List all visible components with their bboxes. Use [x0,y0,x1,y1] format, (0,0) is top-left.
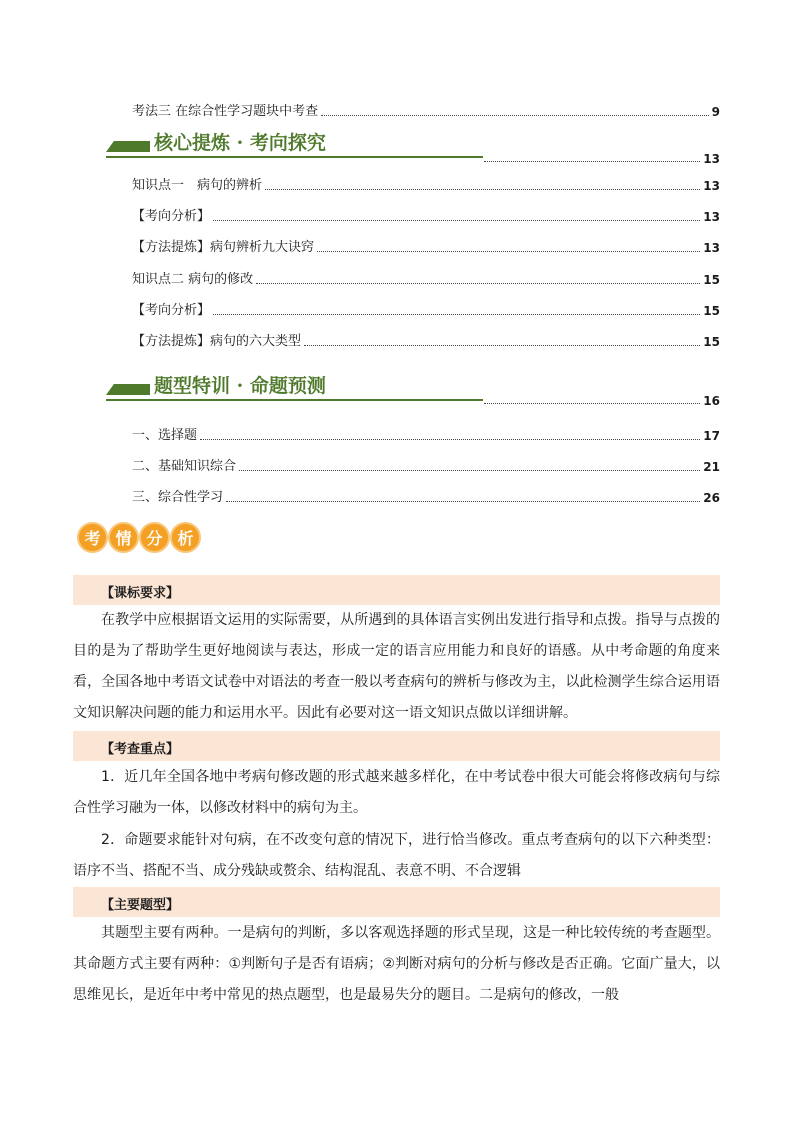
toc-page: 13 [703,241,720,255]
toc-title: 考法三 在综合性学习题块中考查 [132,104,319,119]
section-heading-training [106,373,483,401]
heading-underline [106,399,483,401]
toc-page: 17 [703,429,720,443]
toc-leader [321,115,709,116]
heading-bar-icon [106,141,150,152]
section-title: 题型特训 · 命题预测 [154,375,326,397]
section-header-label: 【主要题型】 [101,898,180,913]
toc-leader [317,251,700,252]
toc-leader [239,470,700,471]
heading-bar-icon [106,384,150,395]
toc-page: 16 [703,394,720,408]
toc-page: 13 [703,210,720,224]
toc-title: 三、综合性学习 [132,490,224,505]
section-title: 核心提炼 · 考向探究 [154,132,326,154]
toc-leader [200,439,700,440]
section-header-kaocha [73,731,720,761]
toc-row[interactable] [132,426,720,444]
toc-row[interactable] [132,332,720,350]
section-header-kebiao [73,575,720,605]
analysis-badge [77,522,201,553]
section-heading-core [106,130,483,158]
section-header-label: 【课标要求】 [101,586,180,601]
badge-char: 考 [77,522,108,553]
toc-title: 二、基础知识综合 [132,459,237,474]
toc-leader [213,314,700,315]
toc-row[interactable] [132,102,720,120]
paragraph-zhuyao: 其题型主要有两种。一是病句的判断，多以客观选择题的形式呈现，这是一种比较传统的考查题型。其命题方式主要有两种：①判断句子是否有语病；②判断对病句的分析与修改是否正确。它面广量大，以思维见长，是近年中考中常见的热点题型，也是最易失分的题目。二是病句的修改，一般 [73,925,720,1003]
toc-row[interactable] [484,392,720,408]
paragraph-kebiao: 在教学中应根据语文运用的实际需要，从所遇到的具体语言实例出发进行指导和点拨。指导与点拨的目的是为了帮助学生更好地阅读与表达，形成一定的语言应用能力和良好的语感。从中考命题的角度来看，全国各地中考语文试卷中对语法的考查一般以考查病句的辨析与修改为主，以此检测学生综合运用语文知识解决问题的能力和运用水平。因此有必要对这一语文知识点做以详细讲解。 [73,612,720,721]
toc-row[interactable] [132,457,720,475]
toc-row[interactable] [132,238,720,256]
toc-title: 一、选择题 [132,428,198,443]
toc-title: 【方法提炼】病句辨析九大诀窍 [132,240,315,255]
toc-leader [213,220,700,221]
toc-leader [265,189,700,190]
toc-leader [484,403,700,404]
toc-page: 26 [703,491,720,505]
paragraph-kaocha-1: 1．近几年全国各地中考病句修改题的形式越来越多样化，在中考试卷中很大可能会将修改病句与综合性学习融为一体，以修改材料中的病句为主。 [73,769,720,816]
toc-page: 15 [703,335,720,349]
toc-page: 21 [703,460,720,474]
badge-char: 分 [139,522,170,553]
toc-title: 【考向分析】 [132,209,211,224]
toc-leader [226,501,700,502]
section-header-label: 【考查重点】 [101,742,180,757]
toc-leader [304,345,700,346]
toc-leader [256,283,700,284]
toc-row[interactable] [132,270,720,288]
toc-title: 知识点一 病句的辨析 [132,178,263,193]
toc-page: 13 [703,152,720,166]
toc-page: 9 [711,105,720,119]
paragraph-kaocha-2: 2．命题要求能针对句病，在不改变句意的情况下，进行恰当修改。重点考查病句的以下六种类型：语序不当、搭配不当、成分残缺或赘余、结构混乱、表意不明、不合逻辑 [73,832,720,879]
toc-page: 15 [703,273,720,287]
toc-title: 知识点二 病句的修改 [132,272,254,287]
toc-row[interactable] [132,301,720,319]
toc-row[interactable] [484,150,720,166]
toc-page: 13 [703,179,720,193]
heading-underline [106,156,483,158]
badge-char: 情 [108,522,139,553]
toc-leader [484,161,700,162]
toc-title: 【考向分析】 [132,303,211,318]
section-header-zhuyao [73,887,720,917]
toc-row[interactable] [132,176,720,194]
toc-row[interactable] [132,488,720,506]
toc-page: 15 [703,304,720,318]
toc-title: 【方法提炼】病句的六大类型 [132,334,302,349]
badge-char: 析 [170,522,201,553]
toc-row[interactable] [132,207,720,225]
